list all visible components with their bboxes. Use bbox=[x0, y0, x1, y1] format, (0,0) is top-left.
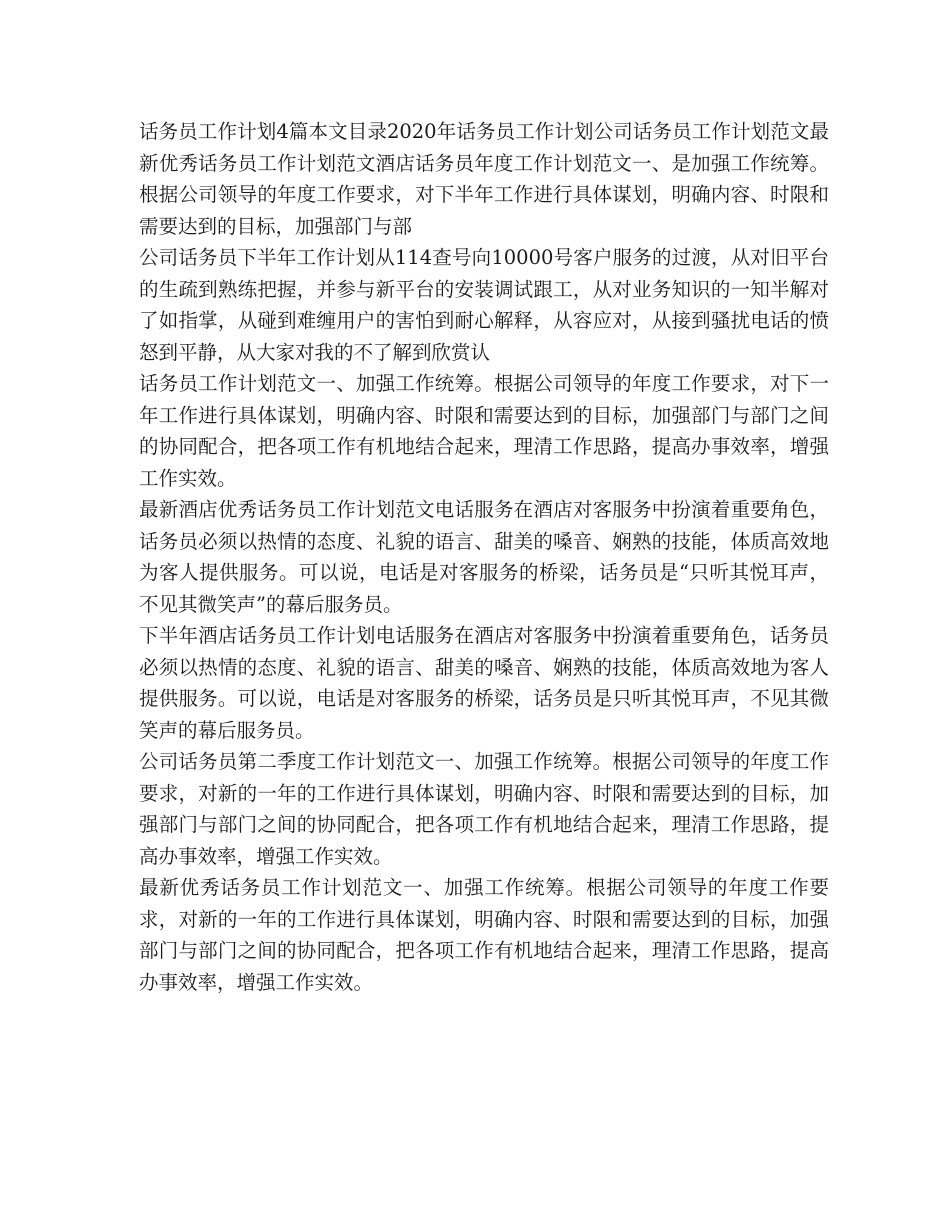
paragraph-4: 最新酒店优秀话务员工作计划范文电话服务在酒店对客服务中扮演着重要角色，话务员必须以热情的态度、礼貌的语言、甜美的嗓音、娴熟的技能，体质高效地为客人提供服务。可以说，电话是对客服务的桥梁，话务员是“只听其悦耳声，不见其微笑声”的幕后服务员。 bbox=[139, 498, 829, 616]
paragraph-5: 下半年酒店话务员工作计划电话服务在酒店对客服务中扮演着重要角色，话务员必须以热情的态度、礼貌的语言、甜美的嗓音、娴熟的技能，体质高效地为客人提供服务。可以说，电话是对客服务的桥梁，话务员是只听其悦耳声，不见其微笑声的幕后服务员。 bbox=[139, 624, 829, 742]
paragraph-3: 话务员工作计划范文一、加强工作统筹。根据公司领导的年度工作要求，对下一年工作进行具体谋划，明确内容、时限和需要达到的目标，加强部门与部门之间的协同配合，把各项工作有机地结合起来，理清工作思路，提高办事效率，增强工作实效。 bbox=[139, 372, 829, 490]
paragraph-6: 公司话务员第二季度工作计划范文一、加强工作统筹。根据公司领导的年度工作要求，对新的一年的工作进行具体谋划，明确内容、时限和需要达到的目标，加强部门与部门之间的协同配合，把各项工作有机地结合起来，理清工作思路，提高办事效率，增强工作实效。 bbox=[139, 750, 829, 868]
paragraph-1: 话务员工作计划4篇本文目录2020年话务员工作计划公司话务员工作计划范文最新优秀话务员工作计划范文酒店话务员年度工作计划范文一、是加强工作统筹。根据公司领导的年度工作要求，对下半年工作进行具体谋划，明确内容、时限和需要达到的目标，加强部门与部 bbox=[139, 120, 829, 238]
document-body bbox=[139, 116, 829, 998]
paragraph-7: 最新优秀话务员工作计划范文一、加强工作统筹。根据公司领导的年度工作要求，对新的一年的工作进行具体谋划，明确内容、时限和需要达到的目标，加强部门与部门之间的协同配合，把各项工作有机地结合起来，理清工作思路，提高办事效率，增强工作实效。 bbox=[139, 876, 829, 994]
paragraph-2: 公司话务员下半年工作计划从114查号向10000号客户服务的过渡，从对旧平台的生疏到熟练把握，并参与新平台的安装调试跟工，从对业务知识的一知半解对了如指掌，从碰到难缠用户的害怕到耐心解释，从容应对，从接到骚扰电话的愤怒到平静，从大家对我的不了解到欣赏认 bbox=[139, 246, 829, 364]
